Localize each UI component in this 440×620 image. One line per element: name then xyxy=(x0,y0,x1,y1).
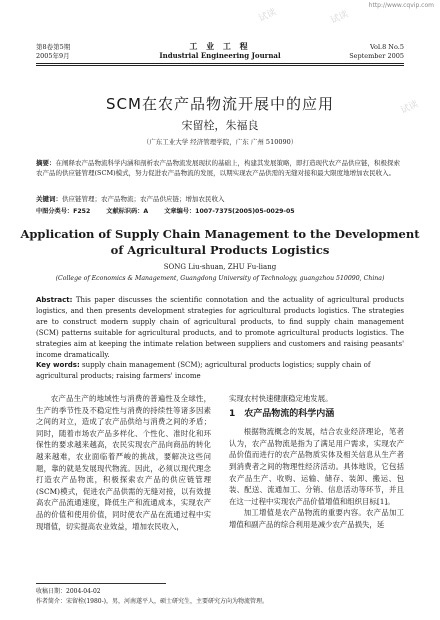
header-rule-thin xyxy=(36,65,404,66)
keywords-text-en: supply chain management (SCM); agricultural products logistics; supply chain of agricultural products; raising farmers' income xyxy=(36,361,371,380)
header-rule xyxy=(36,63,404,64)
affiliation-cn: （广东工业大学 经济管理学院，广东 广州 510090） xyxy=(142,138,298,146)
issue-en: Vol.8 No.5 xyxy=(369,43,404,51)
keywords-text-cn: 供应链管理；农产品物流；农产品供应链；增加农民收入 xyxy=(62,195,225,203)
authors-cn: 宋留栓，朱福良 xyxy=(181,119,259,132)
abstract-cn xyxy=(36,158,404,178)
abstract-label-en: Abstract: xyxy=(36,296,73,304)
date-cn: 2005年9月 xyxy=(36,52,70,60)
body-column-right xyxy=(229,393,404,531)
trial-stamp: 试读 xyxy=(329,9,350,27)
abstract-text-en: This paper discusses the scientific connotation and the actuality of agricultural products logistics, and then presents development strategies for agricultural products logistics. The strategies are to construct modern supply chain of agricultural products, to find supply chain management (SCM) patterns suitable for agricultural products, and to promote agricultural products logistics. The strategies aim at keeping the intimate relation between suppliers and customers and raising peasants' income dramatically. xyxy=(36,296,404,359)
abstract-label-cn: 摘要： xyxy=(36,159,56,167)
keywords-en xyxy=(36,360,404,382)
body-paragraph: 加工增值是农产品物流的重要内容。农产品加工增值和副产品的综合利用是减少农产品损失，延 xyxy=(229,508,404,529)
footnote-rule xyxy=(36,583,166,584)
authors-en: SONG Liu-shuan, ZHU Fu-liang xyxy=(163,263,277,271)
paper-title-cn: SCM在农产品物流开展中的应用 xyxy=(106,95,334,113)
abstract-text-cn: 在阐释农产品物流科学内涵和剖析农产品物流发展现状的基础上，构建其发展策略，即打造现代农产品供应链，积极探索农产品的供应链管理(SCM)模式，努力促进农产品物流的发展，以期实现农产品供需的无缝对接和最大限度地增加农民收入。 xyxy=(36,159,400,177)
journal-title-en: Industrial Engineering Journal xyxy=(159,51,281,60)
footnote-author-bio: 作者简介：宋留栓(1980-)，男，河南遂平人，硕士研究生，主要研究方向为物流管理。 xyxy=(36,598,268,605)
body-paragraph: 农产品生产的地域性与消费的普遍性及全球性，生产的季节性及不稳定性与消费的持续性等诸多因素之间的对立，造成了农产品供给与消费之间的矛盾；同时，随着市场农产品多样化、个性化、准时化和环保性的要求越来越高，农民实现农产品向商品的转化越来越难，农业面临着严峻的挑战，要解决这些问题，靠的就是发展现代物流。因此，必须以现代理念打造农产品物流，积极探索农产品的供应链管理(SCM)模式，促进农产品供需的无缝对接，以有效提高农产品流通速度，降低生产和流通成本，实现农产品的价值和使用价值，同时使农产品在流通过程中实现增值，切实提高农业效益，增加农民收入， xyxy=(36,394,211,531)
body-paragraph: 实现农村快速健康稳定地发展。 xyxy=(229,394,333,403)
paper-title-en: Application of Supply Chain Management to the Development of Agricultural Products Logistics xyxy=(20,227,420,257)
trial-stamp: 试读 xyxy=(257,7,278,25)
classification-row xyxy=(36,206,404,215)
issue-cn: 第8卷第5期 xyxy=(36,43,71,51)
article-id: 文章编号：1007-7375(2005)05-0029-05 xyxy=(164,208,295,215)
abstract-en xyxy=(36,295,404,361)
affiliation-en: (College of Economics & Management, Guangdong University of Technology, guangzhou 510090, China) xyxy=(55,275,385,282)
trial-stamp: 试读 xyxy=(399,99,420,117)
date-en: September 2005 xyxy=(349,52,404,60)
section-heading: 1 农产品物流的科学内涵 xyxy=(229,408,335,419)
journal-title-cn: 工 业 工 程 xyxy=(189,42,251,51)
site-watermark: http://www.cqvip.com xyxy=(368,2,434,9)
body-column-left xyxy=(36,393,211,532)
body-paragraph: 根据物流概念的发展，结合农业经济理论，笔者认为，农产品物流是指为了满足用户需求，实现农产品价值而进行的农产品物质实体及相关信息从生产者到消费者之间的物理性经济活动。具体地说，它包括农产品生产、收购、运输、储存、装卸、搬运、包装、配送、流通加工、分销、信息活动等环节，并且在这一过程中实现农产品价值增值和组织目标[1]。 xyxy=(229,427,404,506)
document-code: 文献标识码：A xyxy=(106,208,149,215)
keywords-cn xyxy=(36,194,404,204)
footnote-received: 收稿日期：2004-04-02 xyxy=(36,588,101,595)
keywords-label-cn: 关键词： xyxy=(36,195,62,203)
clc-number: 中图分类号：F252 xyxy=(36,208,91,215)
keywords-label-en: Key words: xyxy=(36,361,80,369)
issue-info-en xyxy=(349,43,404,61)
